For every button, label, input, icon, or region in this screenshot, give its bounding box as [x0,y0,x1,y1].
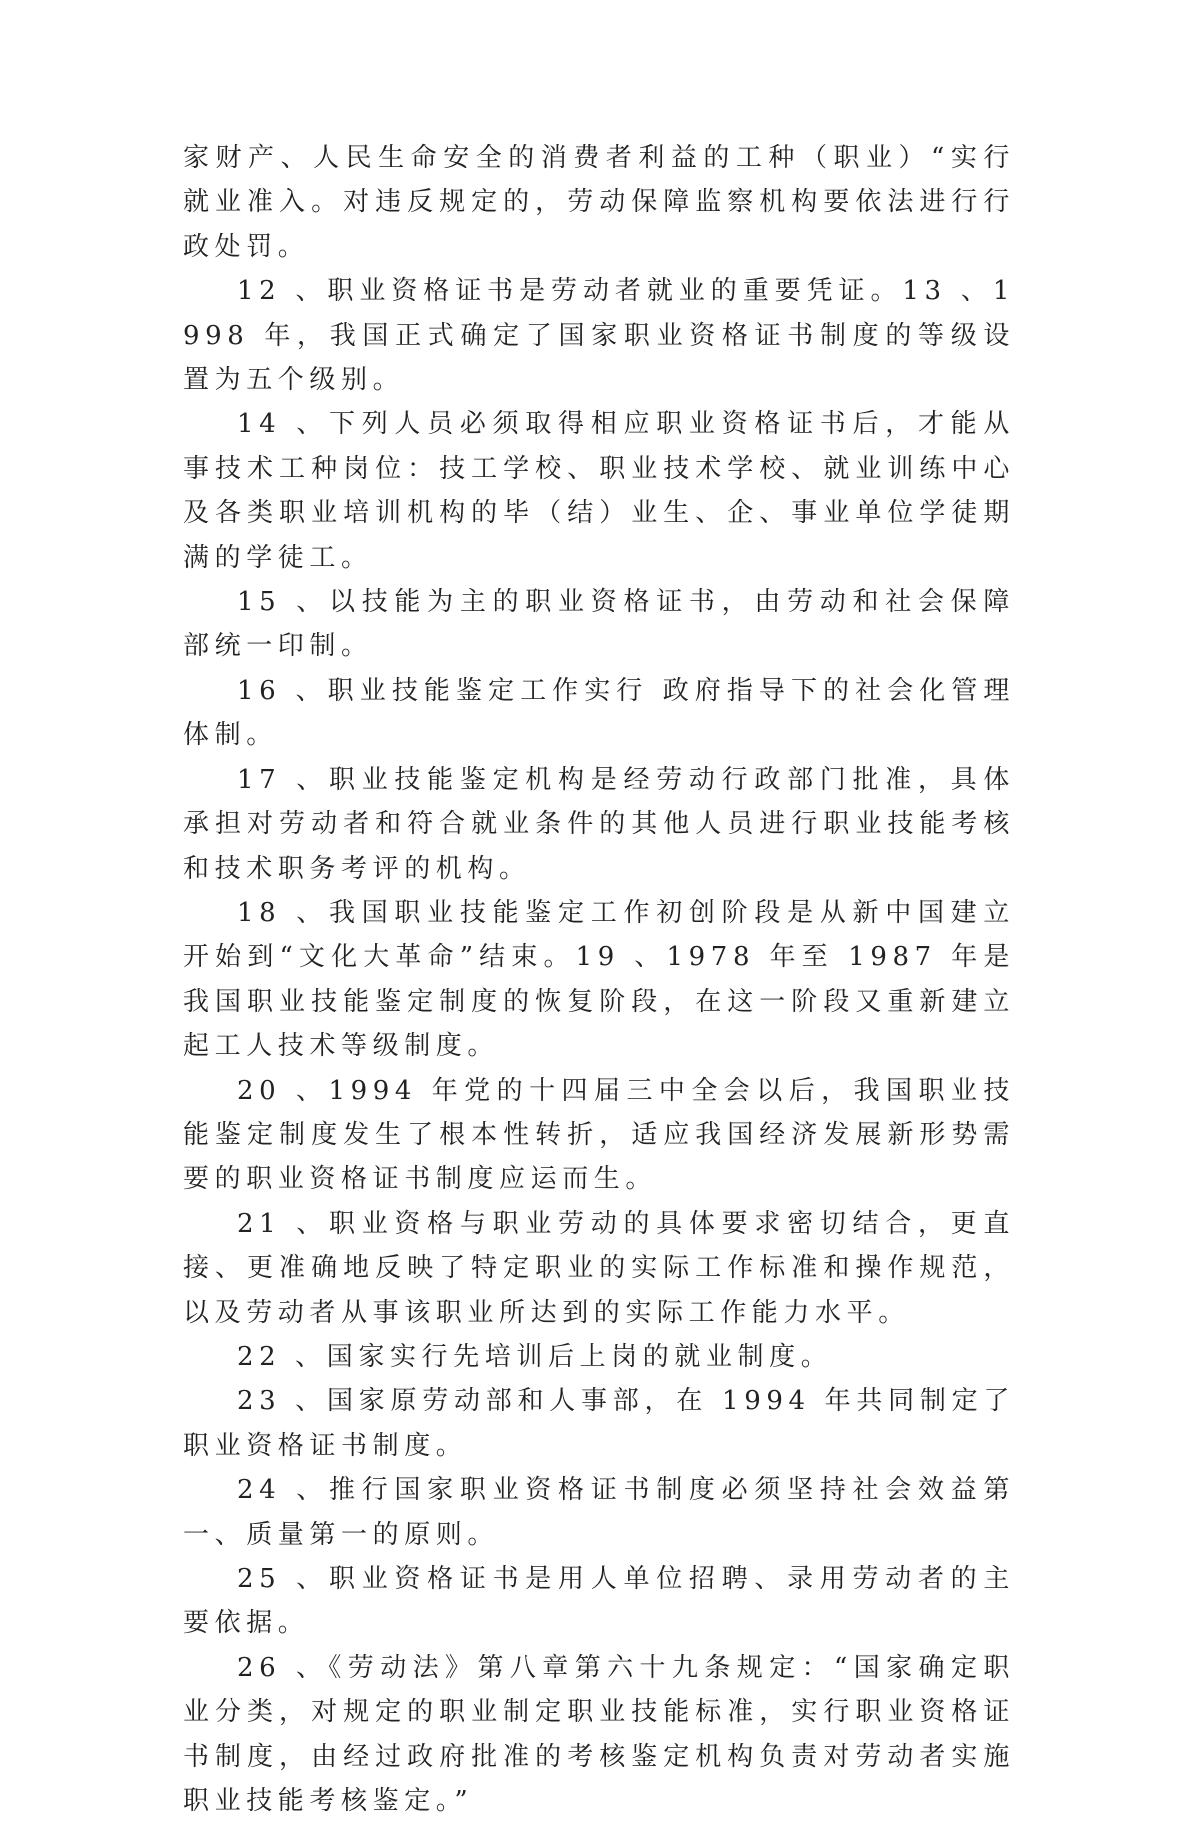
paragraph-item-22: 22 、国家实行先培训后上岗的就业制度。 [237,1341,833,1372]
paragraph-item-26: 26 、《劳动法》第八章第六十九条规定：“国家确定职业分类，对规定的职业制定职业技能标准，实行职业资格证书制度，由经过政府批准的考核鉴定机构负责对劳动者实施职业技能考核鉴定。” [183,1652,1015,1817]
paragraph-continued: 家财产、人民生命安全的消费者利益的工种（职业）“实行就业准入。对违反规定的，劳动保障监察机构要依法进行行政处罚。 [183,143,1015,262]
paragraph-item-12-13: 12 、职业资格证书是劳动者就业的重要凭证。13 、1998 年，我国正式确定了国家职业资格证书制度的等级设置为五个级别。 [183,276,1015,396]
document-body [183,136,1015,1823]
paragraph-item-23: 23 、国家原劳动部和人事部，在 1994 年共同制定了职业资格证书制度。 [183,1386,1015,1461]
paragraph-item-20: 20 、1994 年党的十四届三中全会以后，我国职业技能鉴定制度发生了根本性转折，适应我国经济发展新形势需要的职业资格证书制度应运而生。 [183,1075,1015,1195]
paragraph-item-24: 24 、推行国家职业资格证书制度必须坚持社会效益第一、质量第一的原则。 [183,1475,1015,1550]
paragraph-item-15: 15 、以技能为主的职业资格证书，由劳动和社会保障部统一印制。 [183,587,1015,662]
paragraph-item-16: 16 、职业技能鉴定工作实行 政府指导下的社会化管理体制。 [183,675,1015,751]
paragraph-item-25: 25 、职业资格证书是用人单位招聘、录用劳动者的主要依据。 [183,1564,1015,1639]
paragraph-item-21: 21 、职业资格与职业劳动的具体要求密切结合，更直接、更准确地反映了特定职业的实际工作标准和操作规范，以及劳动者从事该职业所达到的实际工作能力水平。 [183,1208,1015,1328]
paragraph-item-17: 17 、职业技能鉴定机构是经劳动行政部门批准，具体承担对劳动者和符合就业条件的其他人员进行职业技能考核和技术职务考评的机构。 [183,764,1015,884]
paragraph-item-14: 14 、下列人员必须取得相应职业资格证书后，才能从事技术工种岗位：技工学校、职业技术学校、就业训练中心及各类职业培训机构的毕（结）业生、企、事业单位学徒期满的学徒工。 [183,409,1015,573]
paragraph-item-18-19: 18 、我国职业技能鉴定工作初创阶段是从新中国建立开始到“文化大革命”结束。19 、1978 年至 1987 年是我国职业技能鉴定制度的恢复阶段，在这一阶段又重新建立起工人技术等级制度。 [183,897,1015,1062]
